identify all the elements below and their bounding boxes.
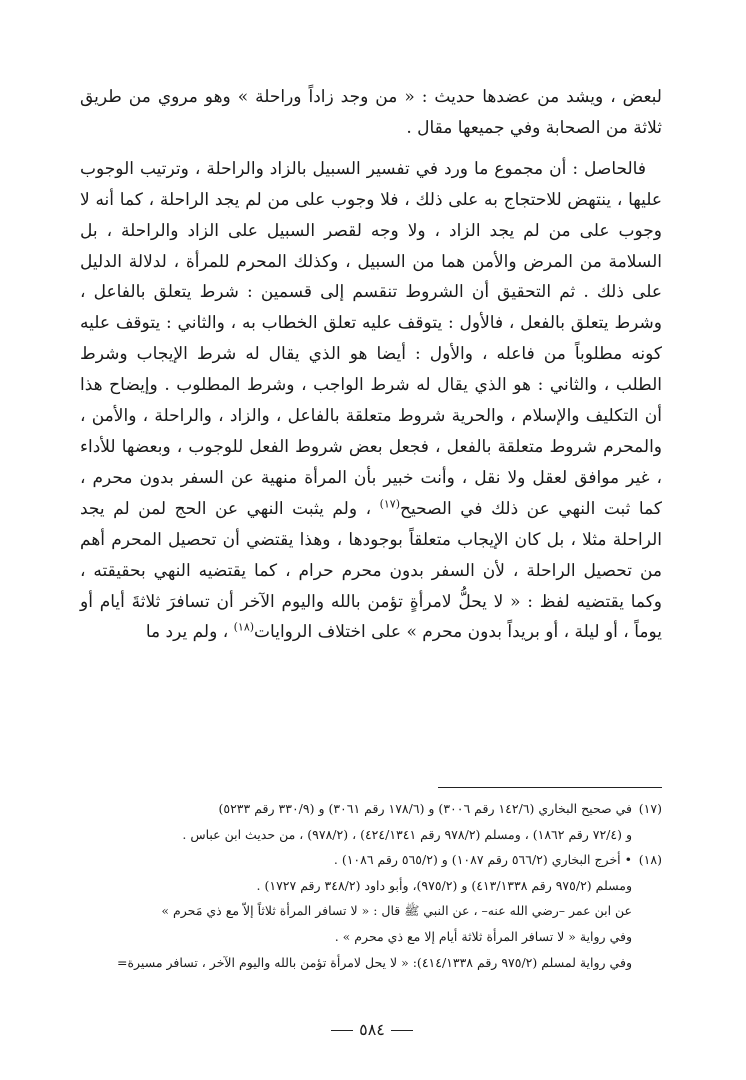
footnote-divider <box>438 787 662 788</box>
page-number <box>312 1020 432 1039</box>
paragraph-1: لبعض ، ويشد من عضدها حديث : « من وجد زاداً وراحلة » وهو مروي من طريق ثلاثة من الصحابة وفي جميعها مقال . <box>80 87 662 138</box>
footnote-18-line-3: عن ابن عمر –رضي الله عنه– ، عن النبي ﷺ قال : « لا تسافر المرأة ثلاثاً إلاّ مع ذي مَحرم » <box>161 903 632 919</box>
page-number-text: ٥٨٤ <box>359 1020 385 1039</box>
footnote-ref-18: (١٨) <box>233 620 255 634</box>
footnote-18-number: (١٨) <box>638 852 662 868</box>
footnote-17-line-1 <box>82 796 662 822</box>
footnote-18-line-1 <box>82 847 662 873</box>
paragraph-2-part-1: فالحاصل : أن مجموع ما ورد في تفسير السبيل بالزاد والراحلة ، وترتيب الوجوب عليها ، ينتهض للاحتجاج به على ذلك ، فلا وجوب على من لم يجد الراحلة ، كما أنه لا وجوب على من لم يجد الزاد ، ولا وجه لقصر السبيل على الزاد والراحلة ، بل السلامة من المرض والأمن هما من السبيل ، وكذلك المحرم للمرأة ، لدلالة الدليل على ذلك . ثم التحقيق أن الشروط تنقسم إلى قسمين : شرط يتعلق بالفاعل ، وشرط يتعلق بالفعل ، فالأول : يتوقف عليه تعلق الخطاب به ، والثاني : يتوقف عليه كونه مطلوباً من فاعله ، والأول : أيضا هو الذي يقال له شرط الإيجاب وشرط الطلب ، والثاني : هو الذي يقال له شرط الواجب ، وشرط المطلوب . وإيضاح هذا أن التكليف والإسلام ، والحرية شروط متعلقة بالفاعل ، والزاد ، والراحلة ، والأمن ، والمحرم شروط متعلقة بالفعل ، فجعل بعض شروط الفعل للوجوب ، وبعضها للأداء ، غير موافق لعقل ولا نقل ، وأنت خبير بأن المرأة منهية عن السفر بدون محرم ، كما ثبت النهي عن ذلك في الصحيح <box>80 158 662 519</box>
paragraph-2-part-2: ، ولم يثبت النهي عن الحج لمن لم يجد الراحلة مثلا ، بل كان الإيجاب متعلقاً بوجودها ، وهذا يقتضي أن تحصيل المحرم أهم من تحصيل الراحلة ، لأن السفر بدون محرم حرام ، كما يقتضيه النهي بحقيقته ، وكما يقتضيه لفظ : « لا يحلُّ لامرأةٍ تؤمن بالله واليوم الآخر أن تسافرَ ثلاثةَ أيام أو يوماً ، أو ليلة ، أو بريداً بدون محرم » على اختلاف الروايات <box>80 498 662 643</box>
footnote-18-line-4: وفي رواية « لا تسافر المرأة ثلاثة أيام إلا مع ذي محرم » . <box>334 928 632 944</box>
main-text <box>80 82 662 648</box>
footnote-18-line-2: ومسلم (٩٧٥/٢ رقم ٤١٣/١٣٣٨) و (٩٧٥/٢)، وأبو داود (٣٤٨/٢ رقم ١٧٢٧) . <box>256 877 632 893</box>
footnote-18-text-1: • أخرج البخاري (٥٦٦/٢ رقم ١٠٨٧) و (٥٦٥/٢ رقم ١٠٨٦) . <box>333 852 632 868</box>
paragraph-2 <box>80 154 662 649</box>
footnote-17-text-1: في صحيح البخاري (١٤٢/٦ رقم ٣٠٠٦) و (١٧٨/٦ رقم ٣٠٦١) و (٣٣٠/٩ رقم ٥٢٣٣) <box>218 801 632 816</box>
footnote-17-line-2: و (٧٢/٤ رقم ١٨٦٢) ، ومسلم (٩٧٨/٢ رقم ٤٢٤/١٣٤١) ، (٩٧٨/٢) ، من حديث ابن عباس . <box>182 826 632 842</box>
footnote-17-number: (١٧) <box>638 801 662 816</box>
page-number-dash-right <box>391 1030 413 1031</box>
page-number-dash-left <box>331 1030 353 1031</box>
footnote-ref-17: (١٧) <box>379 497 401 511</box>
footnote-18-line-5: وفي رواية لمسلم (٩٧٥/٢ رقم ٤١٤/١٣٣٨): « لا يحل لامرأة تؤمن بالله واليوم الآخر ، تسافر مسيرة= <box>117 954 632 970</box>
footnotes <box>82 796 662 975</box>
paragraph-2-part-3: ، ولم يرد ما <box>145 622 234 643</box>
